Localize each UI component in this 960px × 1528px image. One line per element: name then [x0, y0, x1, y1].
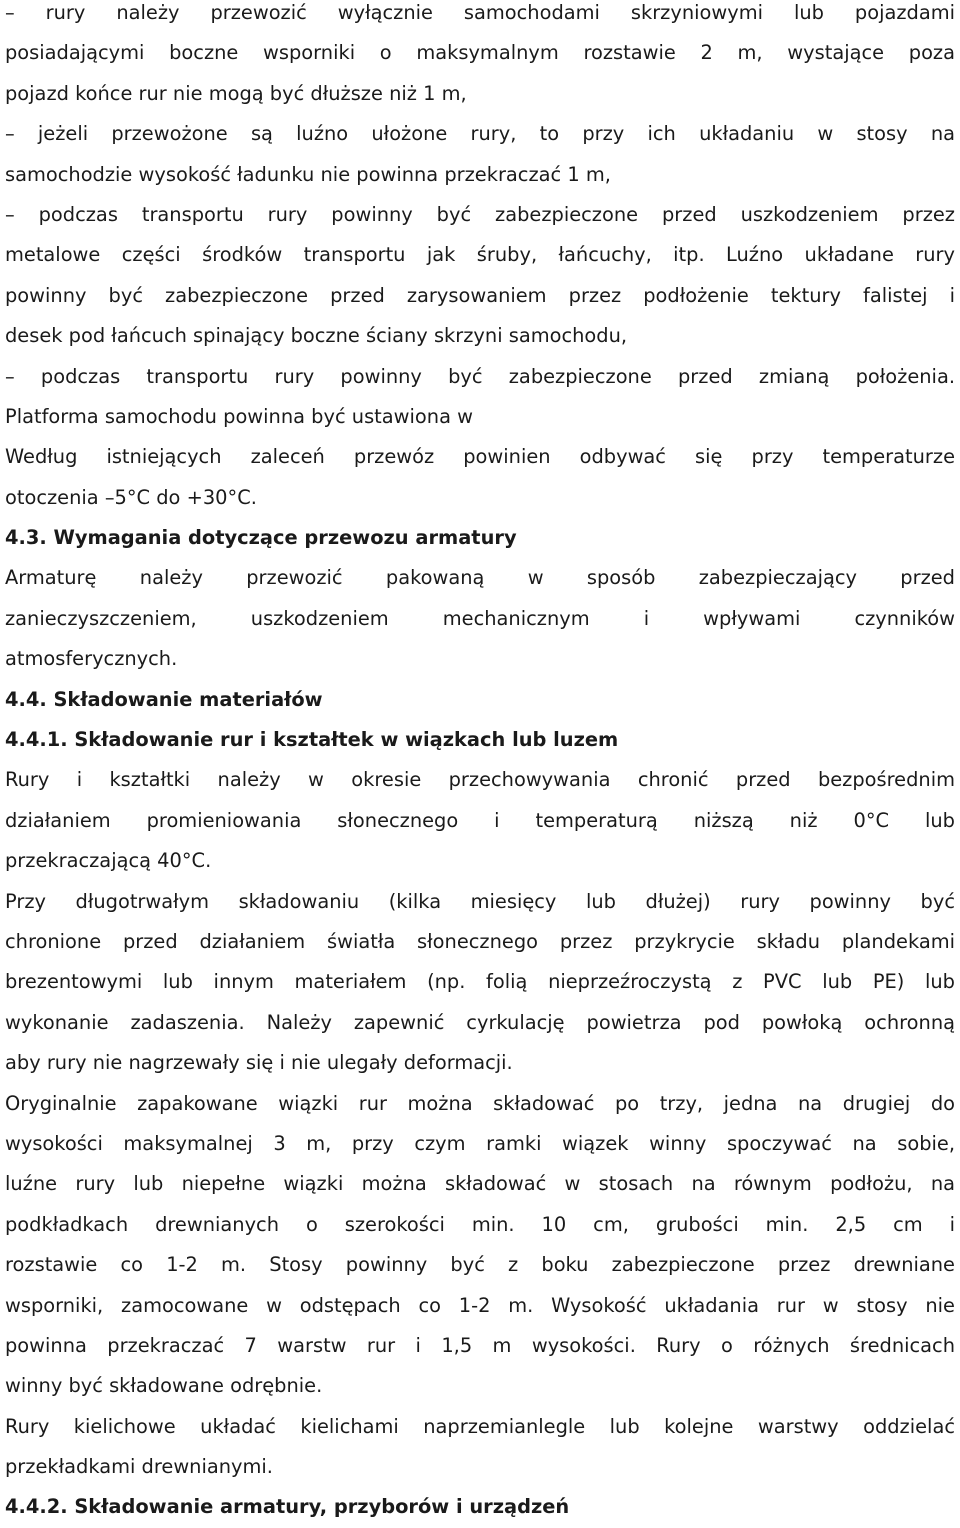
text-line: – rury należy przewozić wyłącznie samochodami skrzyniowymi lub pojazdami: [5, 1, 955, 24]
text-line: chronione przed działaniem światła słonecznego przez przykrycie składu plandekami: [5, 929, 955, 953]
text-line: wykonanie zadaszenia. Należy zapewnić cyrkulację powietrza pod powłoką ochronną: [5, 1010, 955, 1034]
section-heading: 4.4.1. Składowanie rur i kształtek w wiązkach lub luzem: [5, 728, 619, 752]
text-line: metalowe części środków transportu jak śruby, łańcuchy, itp. Luźno układane rury: [5, 243, 955, 267]
text-line: rozstawie co 1-2 m. Stosy powinny być z boku zabezpieczone przez drewniane: [5, 1253, 955, 1277]
section-heading: 4.4. Składowanie materiałów: [5, 687, 323, 711]
text-line: Przy długotrwałym składowaniu (kilka miesięcy lub dłużej) rury powinny być: [5, 889, 955, 913]
text-line: wsporniki, zamocowane w odstępach co 1-2 m. Wysokość układania rur w stosy nie: [5, 1293, 955, 1317]
text-line: wysokości maksymalnej 3 m, przy czym ramki wiązek winny spoczywać na sobie,: [5, 1131, 955, 1155]
text-line: powinna przekraczać 7 warstw rur i 1,5 m wysokości. Rury o różnych średnicach: [5, 1333, 955, 1357]
text-line: desek pod łańcuch spinający boczne ściany skrzyni samochodu,: [5, 324, 628, 348]
text-line: Według istniejących zaleceń przewóz powinien odbywać się przy temperaturze: [5, 445, 955, 469]
text-line: otoczenia –5°C do +30°C.: [5, 485, 257, 509]
text-line: – jeżeli przewożone są luźno ułożone rury, to przy ich układaniu w stosy na: [5, 122, 955, 146]
text-line: podkładkach drewnianych o szerokości min. 10 cm, grubości min. 2,5 cm i: [5, 1212, 955, 1236]
text-line: przekraczającą 40°C.: [5, 849, 212, 873]
text-line: luźne rury lub niepełne wiązki można składować w stosach na równym podłożu, na: [5, 1172, 955, 1196]
section-heading: 4.4.2. Składowanie armatury, przyborów i urządzeń: [5, 1495, 570, 1519]
section-heading: 4.3. Wymagania dotyczące przewozu armatury: [5, 526, 517, 550]
text-line: działaniem promieniowania słonecznego i temperaturą niższą niż 0°C lub: [5, 808, 955, 832]
text-line: winny być składowane odrębnie.: [5, 1374, 323, 1398]
text-line: Platforma samochodu powinna być ustawiona w: [5, 404, 473, 428]
text-line: zanieczyszczeniem, uszkodzeniem mechanicznym i wpływami czynników: [5, 606, 955, 630]
text-line: Armaturę należy przewozić pakowaną w sposób zabezpieczający przed: [5, 566, 955, 590]
text-line: powinny być zabezpieczone przed zarysowaniem przez podłożenie tektury falistej i: [5, 283, 955, 307]
document-page: [5, 0, 955, 1528]
text-line: – podczas transportu rury powinny być zabezpieczone przed zmianą położenia.: [5, 364, 955, 388]
text-line: Rury i kształtki należy w okresie przechowywania chronić przed bezpośrednim: [5, 768, 955, 792]
text-line: brezentowymi lub innym materiałem (np. folią nieprzeźroczystą z PVC lub PE) lub: [5, 970, 955, 994]
text-line: samochodzie wysokość ładunku nie powinna przekraczać 1 m,: [5, 162, 611, 186]
text-line: pojazd końce rur nie mogą być dłuższe niż 1 m,: [5, 81, 467, 105]
text-line: aby rury nie nagrzewały się i nie ulegały deformacji.: [5, 1051, 513, 1075]
text-line: atmosferycznych.: [5, 647, 178, 671]
text-line: Rury kielichowe układać kielichami naprzemianlegle lub kolejne warstwy oddzielać: [5, 1414, 955, 1438]
text-line: Oryginalnie zapakowane wiązki rur można składować po trzy, jedna na drugiej do: [5, 1091, 955, 1115]
text-line: – podczas transportu rury powinny być zabezpieczone przed uszkodzeniem przez: [5, 202, 955, 226]
text-line: przekładkami drewnianymi.: [5, 1455, 273, 1479]
text-line: posiadającymi boczne wsporniki o maksymalnym rozstawie 2 m, wystające poza: [5, 41, 955, 65]
